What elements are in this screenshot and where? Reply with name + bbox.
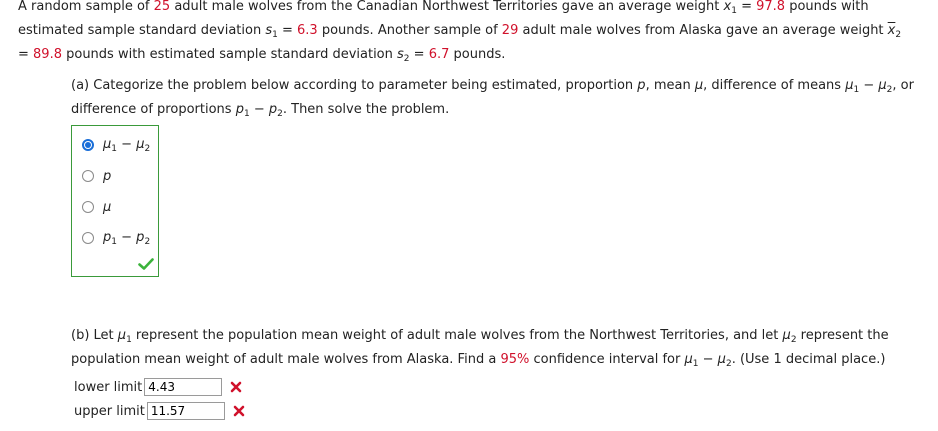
option-label: μ	[103, 199, 112, 215]
text: A random sample of	[18, 0, 154, 14]
text: , mean	[645, 78, 695, 93]
mean-1-value: 97.8	[756, 0, 786, 14]
radio-button[interactable]	[82, 170, 94, 182]
sample-size-2: 29	[501, 23, 519, 38]
text: , or	[892, 78, 914, 93]
option-label: $p_1 - p_2$	[103, 229, 151, 247]
text: represent the	[796, 328, 889, 343]
mu2-symbol: μ	[782, 328, 791, 343]
lower-limit-row	[74, 377, 242, 397]
p2-symbol: p	[268, 102, 278, 117]
mu1-symbol: μ	[845, 78, 854, 93]
text: (b) Let	[71, 328, 118, 343]
option-mu[interactable]	[82, 199, 111, 215]
mu-symbol: μ	[694, 78, 704, 93]
text: . (Use 1 decimal place.)	[731, 352, 886, 367]
subscript: 1	[243, 109, 250, 119]
subscript: 2	[277, 109, 283, 119]
part-b-question-line-1	[71, 328, 889, 345]
upper-limit-input[interactable]	[147, 402, 225, 420]
radio-button[interactable]	[82, 139, 94, 151]
confidence-level: 95%	[500, 352, 530, 367]
radio-button[interactable]	[82, 232, 94, 244]
text: estimated sample standard deviation	[18, 23, 266, 38]
subscript: 1	[272, 30, 278, 40]
text: difference of proportions	[71, 102, 236, 117]
answer-choices-box	[71, 125, 159, 277]
sd-2-value: 6.7	[428, 47, 450, 62]
xbar1-symbol: x	[723, 0, 732, 14]
text: =	[277, 23, 298, 38]
option-p[interactable]	[82, 168, 111, 184]
problem-line-3	[18, 47, 505, 64]
text: pounds with	[785, 0, 869, 14]
subscript: 2	[895, 30, 902, 40]
incorrect-x-icon	[233, 405, 245, 417]
problem-line-1	[18, 0, 869, 16]
mu2-symbol: μ	[878, 78, 887, 93]
minus: −	[698, 352, 718, 367]
text: adult male wolves from the Canadian Northwest Territories gave an average weight	[170, 0, 724, 14]
radio-button[interactable]	[82, 201, 94, 213]
text: adult male wolves from Alaska gave an average weight	[518, 23, 888, 38]
text: (a) Categorize the problem below according to parameter being estimated, proportion	[71, 78, 638, 93]
text: pounds.	[449, 47, 506, 62]
upper-limit-row	[74, 401, 245, 421]
lower-limit-label: lower limit	[74, 379, 143, 395]
text: =	[736, 0, 757, 14]
problem-line-2	[18, 23, 901, 40]
incorrect-x-icon	[230, 381, 242, 393]
subscript: 1	[126, 335, 132, 345]
subscript: 1	[692, 359, 699, 369]
option-p1-minus-p2[interactable]	[82, 230, 150, 246]
p-symbol: p	[637, 78, 646, 93]
subscript: 2	[403, 54, 410, 64]
subscript: 1	[853, 85, 860, 95]
text: confidence interval for	[529, 352, 685, 367]
option-label: $\mu_1 - \mu_2$	[103, 136, 151, 154]
text: population mean weight of adult male wolves from Alaska. Find a	[71, 352, 501, 367]
part-b-question-line-2	[71, 352, 885, 369]
minus: −	[249, 102, 269, 117]
text: , difference of means	[703, 78, 846, 93]
minus: −	[859, 78, 879, 93]
sd-1-value: 6.3	[297, 23, 318, 38]
mu1-symbol: μ	[684, 352, 693, 367]
mean-2-value: 89.8	[33, 47, 62, 62]
part-a-question-line-1	[71, 78, 914, 95]
text: pounds with estimated sample standard deviation	[61, 47, 398, 62]
mu1-symbol: μ	[117, 328, 127, 343]
s2-symbol: s	[397, 47, 404, 62]
text: =	[18, 47, 34, 62]
part-a-question-line-2	[71, 102, 449, 119]
p1-symbol: p	[235, 102, 244, 117]
subscript: 2	[790, 335, 797, 345]
subscript: 2	[725, 359, 732, 369]
mu2-symbol: μ	[717, 352, 726, 367]
text: represent the population mean weight of adult male wolves from the Northwest Territories, and let	[131, 328, 783, 343]
lower-limit-input[interactable]	[144, 378, 222, 396]
text: pounds. Another sample of	[317, 23, 502, 38]
subscript: 2	[886, 85, 893, 95]
text: =	[409, 47, 429, 62]
subscript: 1	[731, 6, 737, 16]
option-label: p	[103, 168, 112, 184]
s1-symbol: s	[265, 23, 273, 38]
option-mu1-minus-mu2[interactable]	[82, 137, 150, 153]
text: . Then solve the problem.	[282, 102, 450, 117]
xbar2-symbol: $\overline{x}$	[887, 23, 896, 38]
check-icon	[138, 258, 154, 270]
sample-size-1: 25	[153, 0, 171, 14]
upper-limit-label: upper limit	[74, 403, 145, 419]
